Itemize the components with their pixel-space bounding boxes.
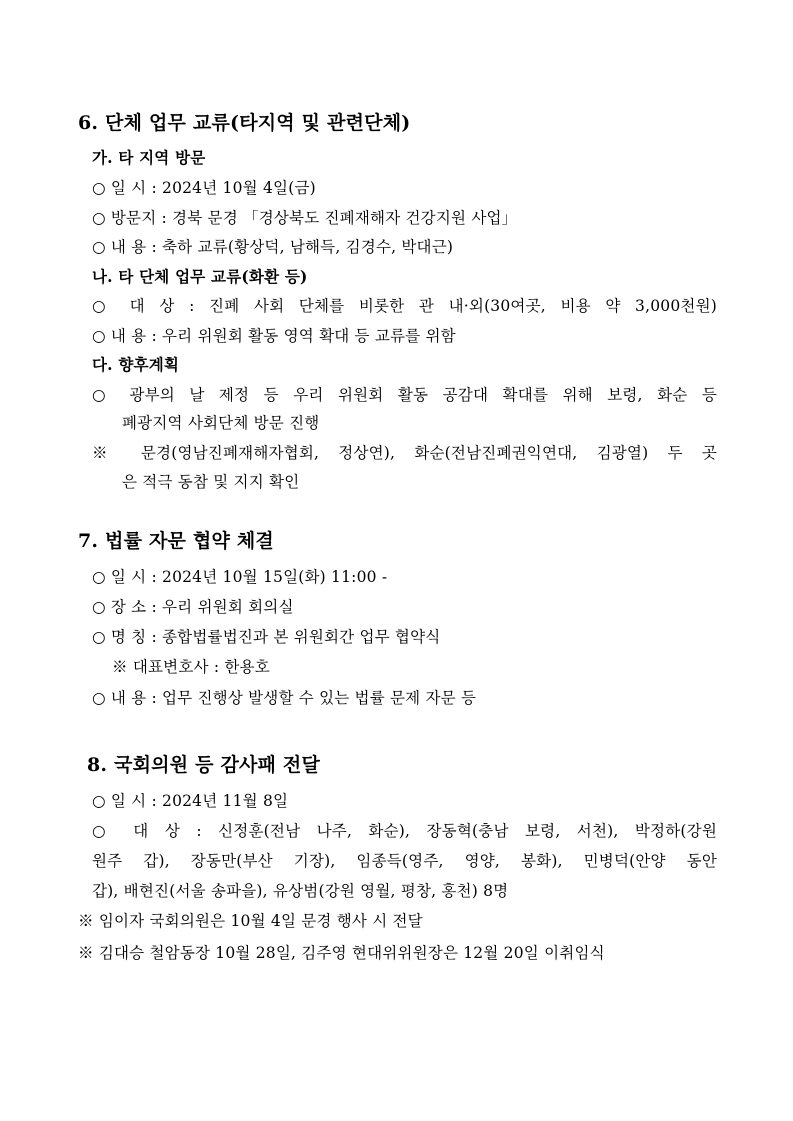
bullet-line: ○ 명 칭 : 종합법률법진과 본 위원회간 업무 협약식 <box>92 628 441 646</box>
bullet-line: ○ 일 시 : 2024년 10월 4일(금) <box>92 179 316 197</box>
note-line: ※ 김대승 철암동장 10월 28일, 김주영 현대위위원장은 12월 20일 이취임식 <box>78 944 605 962</box>
subsection-heading: 가. 타 지역 방문 <box>92 148 206 167</box>
bullet-line: ○ 장 소 : 우리 위원회 회의실 <box>92 598 294 616</box>
section-heading: 6. 단체 업무 교류(타지역 및 관련단체) <box>78 112 411 134</box>
subsection-heading: 다. 향후계획 <box>92 355 180 374</box>
bullet-line: ○ 방문지 : 경북 문경 「경상북도 진폐재해자 건강지원 사업」 <box>92 209 518 227</box>
note-line: ※ 문경(영남진폐재해자협회, 정상연), 화순(전남진폐권익연대, 김광열) 두 곳 <box>92 444 717 462</box>
note-continuation: 은 적극 동참 및 지지 확인 <box>122 473 300 491</box>
bullet-line: ○ 일 시 : 2024년 11월 8일 <box>92 792 289 810</box>
note-line: ※ 대표변호사 : 한용호 <box>112 658 270 676</box>
note-line: ※ 임이자 국회의원은 10월 4일 문경 행사 시 전달 <box>78 912 423 930</box>
bullet-continuation: 갑), 배현진(서울 송파을), 유상범(강원 영월, 평창, 홍천) 8명 <box>92 882 509 900</box>
bullet-line: ○ 내 용 : 우리 위원회 활동 영역 확대 등 교류를 위함 <box>92 327 456 345</box>
bullet-line: ○ 일 시 : 2024년 10월 15일(화) 11:00 - <box>92 568 388 586</box>
bullet-continuation: 원주 갑), 장동만(부산 기장), 임종득(영주, 영양, 봉화), 민병덕(안양 동안 <box>92 852 717 870</box>
section-heading: 7. 법률 자문 협약 체결 <box>78 530 274 552</box>
bullet-line: ○ 내 용 : 업무 진행상 발생할 수 있는 법률 문제 자문 등 <box>92 689 477 707</box>
bullet-line: ○ 내 용 : 축하 교류(황상덕, 남해득, 김경수, 박대근) <box>92 238 454 256</box>
bullet-line: ○ 대 상 : 진폐 사회 단체를 비롯한 관 내·외(30여곳, 비용 약 3,000천원) <box>92 297 717 315</box>
section-heading: 8. 국회의원 등 감사패 전달 <box>87 754 321 776</box>
bullet-continuation: 폐광지역 사회단체 방문 진행 <box>122 414 320 432</box>
bullet-line: ○ 대 상 : 신정훈(전남 나주, 화순), 장동혁(충남 보령, 서천), 박정하(강원 <box>92 822 717 840</box>
bullet-line: ○ 광부의 날 제정 등 우리 위원회 활동 공감대 확대를 위해 보령, 화순 등 <box>92 386 717 404</box>
subsection-heading: 나. 타 단체 업무 교류(화환 등) <box>92 267 308 286</box>
